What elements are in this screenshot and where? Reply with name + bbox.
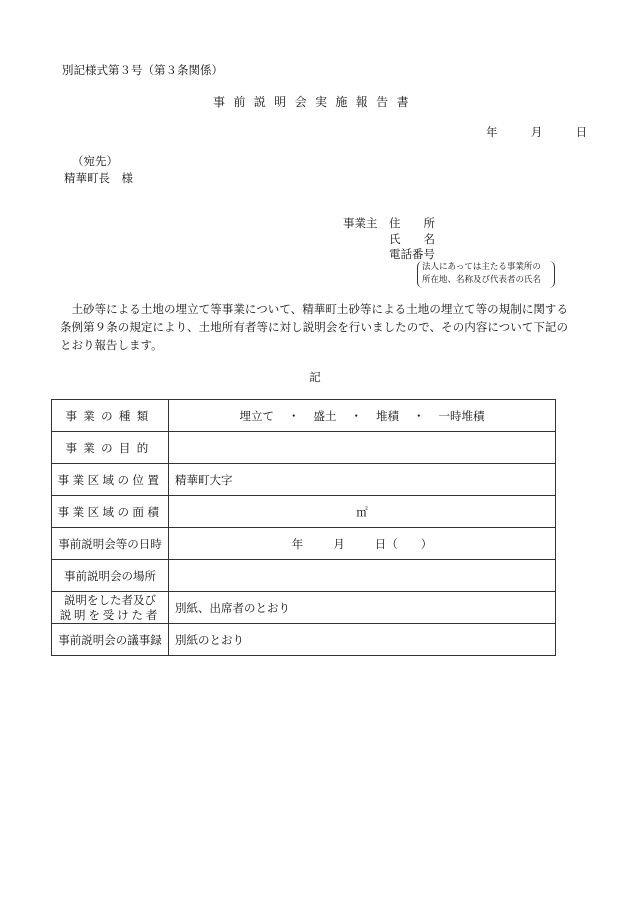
table-row [52, 560, 556, 592]
table-row [52, 432, 556, 464]
area-size-label: 事業区域の面積 [52, 496, 169, 528]
corporate-note-line2: 所在地、名称及び代表者の氏名 [422, 275, 542, 285]
business-type-options [169, 400, 556, 432]
table-row [52, 528, 556, 560]
participants-value[interactable]: 別紙、出席者のとおり [169, 592, 556, 624]
business-purpose-label: 事業の目的 [52, 432, 169, 464]
meeting-place-value[interactable] [169, 560, 556, 592]
meeting-month: 月 [333, 536, 345, 551]
table-row [52, 496, 556, 528]
date-year: 年 [486, 125, 498, 139]
participants-label-line1: 説明をした者及び [64, 592, 156, 607]
option-separator: ・ [288, 408, 300, 423]
form-id: 別記様式第３号（第３条関係） [62, 63, 223, 77]
business-type-label: 事業の種類 [52, 400, 169, 432]
option-piling: 堆積 [376, 408, 399, 423]
table-row [52, 400, 556, 432]
meeting-datetime-value[interactable] [169, 528, 556, 560]
table-row [52, 592, 556, 624]
report-detail-table [51, 399, 556, 656]
addressee: 精華町長 様 [64, 171, 133, 185]
option-separator: ・ [350, 408, 362, 423]
corporate-note-line1: 法人にあっては主たる事業所の [422, 262, 541, 272]
ki-heading: 記 [309, 370, 321, 384]
option-temporary-piling: 一時堆積 [438, 408, 485, 423]
applicant-business-label: 事業主 [343, 216, 378, 230]
document-title: 事前説明会実施報告書 [212, 95, 417, 109]
applicant-address-label: 住 所 [389, 216, 435, 230]
applicant-phone-label: 電話番号 [389, 247, 435, 261]
meeting-day: 日（ ） [374, 536, 433, 551]
participants-label-line2: 説明を受けた者 [59, 607, 161, 622]
area-location-value[interactable]: 精華町大字 [169, 464, 556, 496]
meeting-datetime-label: 事前説明会等の日時 [52, 528, 169, 560]
minutes-label: 事前説明会の議事録 [52, 624, 169, 656]
area-size-value[interactable]: ㎡ [169, 496, 556, 528]
area-location-label: 事業区域の位置 [52, 464, 169, 496]
table-row [52, 464, 556, 496]
meeting-year: 年 [291, 536, 304, 551]
addressee-prefix: （宛先） [72, 154, 118, 168]
business-purpose-value[interactable] [169, 432, 556, 464]
date-month: 月 [530, 125, 543, 139]
meeting-place-label: 事前説明会の場所 [52, 560, 169, 592]
option-separator: ・ [413, 408, 425, 423]
corporate-note [417, 261, 555, 288]
option-landfill: 埋立て [239, 408, 274, 423]
option-embankment: 盛土 [313, 408, 337, 423]
report-body-text: 土砂等による土地の埋立て等事業について、精華町土砂等による土地の埋立て等の規制に関する条例第９条の規定により、土地所有者等に対し説明会を行いましたので、その内容について下記のとおり報告します。 [60, 302, 568, 352]
date-line [486, 124, 587, 140]
applicant-name-label: 氏 名 [389, 232, 435, 246]
date-day: 日 [575, 125, 588, 139]
participants-label [52, 592, 169, 624]
minutes-value[interactable]: 別紙のとおり [169, 624, 556, 656]
table-row [52, 624, 556, 656]
